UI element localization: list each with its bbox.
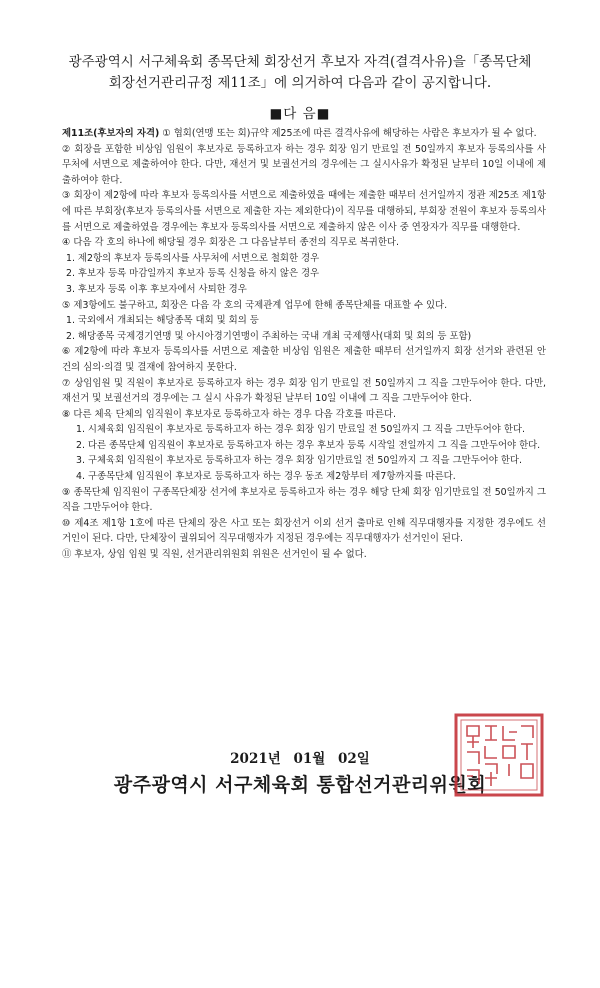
article-p10: ⑩ 제4조 제1항 1호에 따른 단체의 장은 사고 또는 회장선거 이외 선거 출마로 인해 직무대행자를 지정한 경우에도 선거인이 된다. 다만, 단체장이 궐위되어 직무대행자가 지정된 경우에는 직무대행자가 선거인이 된다. <box>62 517 546 545</box>
article-paragraph-1 <box>62 126 546 142</box>
list-item: 1. 시체육회 임직원이 후보자로 등록하고자 하는 경우 회장 임기 만료일 전 50일까지 그 직을 그만두어야 한다. <box>76 424 525 436</box>
notice-intro <box>60 52 540 94</box>
article-p9: ⑨ 종목단체 임직원이 구종목단체장 선거에 후보자로 등록하고자 하는 경우 해당 단체 회장 임기만료일 전 50일까지 그 직을 그만두어야 한다. <box>62 486 546 514</box>
issuer-name: 광주광역시 서구체육회 통합선거관리위원회 <box>113 774 487 796</box>
article-p1: ① 협회(연맹 또는 회)규약 제25조에 따른 결격사유에 해당하는 사람은 후보자가 될 수 없다. <box>162 128 537 139</box>
notice-heading: ■다 음■ <box>269 106 331 122</box>
article-body <box>62 126 546 563</box>
article-p6: ⑥ 제2항에 따라 후보자 등록의사를 서면으로 제출한 비상임 임원은 제출한 때부터 선거일까지 회장 선거와 관련된 안건의 심의·의결 및 결재에 참여하지 못한다. <box>62 346 546 373</box>
notice-date: 2021년 01월 02일 <box>230 751 370 767</box>
list-item: 4. 구종목단체 임직원이 후보자로 등록하고자 하는 경우 동조 제2항부터 제7항까지를 따른다. <box>76 471 456 483</box>
list-item: 3. 후보자 등록 이후 후보자에서 사퇴한 경우 <box>66 283 247 295</box>
list-item: 1. 제2항의 후보자 등록의사를 사무처에 서면으로 철회한 경우 <box>66 252 320 264</box>
article-p2: ② 회장을 포함한 비상임 임원이 후보자로 등록하고자 하는 경우 회장 임기 만료일 전 50일까지 후보자 등록의사를 사무처에 서면으로 제출하여야 한다. 다만, 재선거 및 보궐선거의 경우에는 그 실시사유가 확정된 날부터 10일 이내에 제출하여야 한다. <box>62 143 546 186</box>
official-seal-icon <box>453 712 545 798</box>
article-p8: ⑧ 다른 체육 단체의 임직원이 후보자로 등록하고자 하는 경우 다음 각호를 따른다. <box>62 408 396 420</box>
article-p5: ⑤ 제3항에도 불구하고, 회장은 다음 각 호의 국제관계 업무에 한해 종목단체를 대표할 수 있다. <box>62 299 448 311</box>
list-item: 2. 후보자 등록 마감일까지 후보자 등록 신청을 하지 않은 경우 <box>66 268 320 280</box>
list-item: 1. 국외에서 개최되는 해당종목 대회 및 회의 등 <box>66 315 259 327</box>
intro-line-2: 회장선거관리규정 제11조」에 의거하여 다음과 같이 공지합니다. <box>108 75 492 91</box>
article-p4: ④ 다음 각 호의 하나에 해당될 경우 회장은 그 다음날부터 종전의 직무로 복귀한다. <box>62 237 399 249</box>
list-item: 3. 구체육회 임직원이 후보자로 등록하고자 하는 경우 회장 임기만료일 전 50일까지 그 직을 그만두어야 한다. <box>76 455 522 467</box>
article-p11: ⑪ 후보자, 상임 임원 및 직원, 선거관리위원회 위원은 선거인이 될 수 없다. <box>62 549 367 561</box>
article-title: 제11조(후보자의 자격) <box>62 128 160 139</box>
intro-line-1: 광주광역시 서구체육회 종목단체 회장선거 후보자 자격(결격사유)을「종목단체 <box>68 54 532 70</box>
list-item: 2. 다른 종목단체 임직원이 후보자로 등록하고자 하는 경우 후보자 등록 시작일 전일까지 그 직을 그만두어야 한다. <box>76 439 541 451</box>
article-p3: ③ 회장이 제2항에 따라 후보자 등록의사를 서면으로 제출하였을 때에는 제출한 때부터 선거일까지 정관 제25조 제1항에 따른 부회장(후보자 등록의사를 서면으로 제출한 자는 제외한다)이 직무를 대행하되, 부회장 전원이 후보자 등록의사를 서면으로 제출하였을 경우에는 후보자 등록의사를 서면으로 제출하지 않은 이사 중 연장자가 직무를 대행한다. <box>62 190 546 233</box>
list-item: 2. 해당종목 국제경기연맹 및 아시아경기연맹이 주최하는 국내 개최 국제행사(대회 및 회의 등 포함) <box>66 330 472 342</box>
article-p7: ⑦ 상임임원 및 직원이 후보자로 등록하고자 하는 경우 회장 임기 만료일 전 50일까지 그 직을 그만두어야 한다. 다만, 재선거 및 보궐선거의 경우에는 그 실시 사유가 확정된 날부터 10일 이내에 그 직을 그만두어야 한다. <box>62 377 546 405</box>
